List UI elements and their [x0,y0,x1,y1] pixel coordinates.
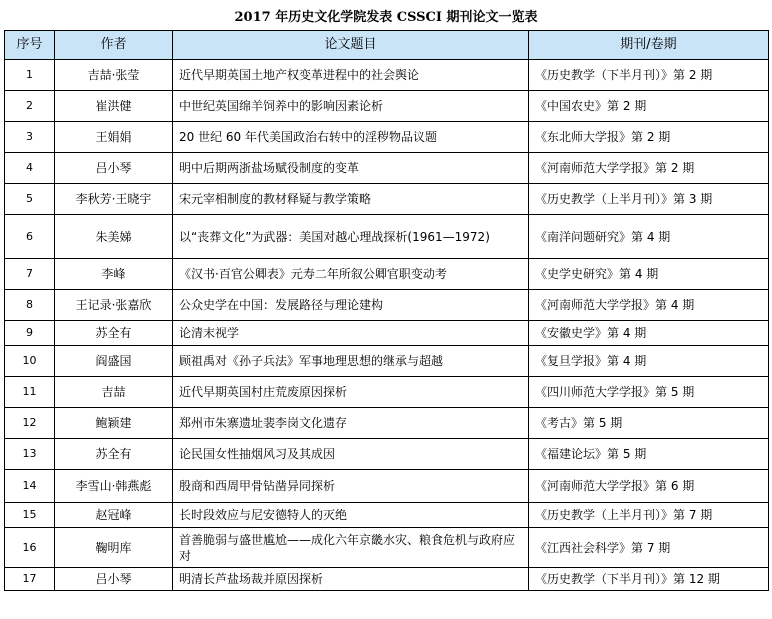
row-author: 鞠明库 [55,528,173,568]
row-author: 吉喆 [55,377,173,408]
row-author: 苏全有 [55,439,173,470]
table-row [5,60,769,91]
table-row [5,290,769,321]
row-journal: 《四川师范大学学报》第 5 期 [529,377,769,408]
row-journal: 《河南师范大学学报》第 6 期 [529,470,769,503]
row-index: 17 [5,568,55,591]
row-journal: 《河南师范大学学报》第 2 期 [529,153,769,184]
table-row [5,346,769,377]
header-journal: 期刊/卷期 [529,31,769,60]
row-index: 9 [5,321,55,346]
row-author: 李峰 [55,259,173,290]
row-journal: 《考古》第 5 期 [529,408,769,439]
row-index: 6 [5,215,55,259]
row-author: 李雪山·韩燕彪 [55,470,173,503]
row-index: 10 [5,346,55,377]
row-index: 11 [5,377,55,408]
table-row [5,184,769,215]
row-paper-title: 公众史学在中国：发展路径与理论建构 [173,290,529,321]
row-author: 吕小琴 [55,153,173,184]
row-paper-title: 20 世纪 60 年代美国政治右转中的淫秽物品议题 [173,122,529,153]
row-index: 1 [5,60,55,91]
row-paper-title: 以“丧葬文化”为武器：美国对越心理战探析(1961—1972) [173,215,529,259]
row-paper-title: 明中后期两浙盐场赋役制度的变革 [173,153,529,184]
row-paper-title: 近代早期英国村庄荒废原因探析 [173,377,529,408]
row-index: 12 [5,408,55,439]
row-index: 4 [5,153,55,184]
row-index: 5 [5,184,55,215]
row-paper-title: 长时段效应与尼安德特人的灭绝 [173,503,529,528]
table-row [5,568,769,591]
row-journal: 《历史教学（上半月刊）》第 7 期 [529,503,769,528]
table-row [5,259,769,290]
header-index: 序号 [5,31,55,60]
row-index: 2 [5,91,55,122]
row-index: 16 [5,528,55,568]
row-author: 鲍颖建 [55,408,173,439]
row-journal: 《东北师大学报》第 2 期 [529,122,769,153]
row-paper-title: 中世纪英国绵羊饲养中的影响因素论析 [173,91,529,122]
row-paper-title: 殷商和西周甲骨钻凿异同探析 [173,470,529,503]
row-journal: 《福建论坛》第 5 期 [529,439,769,470]
papers-table [4,30,769,591]
row-journal: 《复旦学报》第 4 期 [529,346,769,377]
row-author: 李秋芳·王晓宇 [55,184,173,215]
row-author: 王娟娟 [55,122,173,153]
table-row [5,470,769,503]
header-paper-title: 论文题目 [173,31,529,60]
row-paper-title: 明清长芦盐场裁并原因探析 [173,568,529,591]
row-index: 15 [5,503,55,528]
row-index: 3 [5,122,55,153]
table-row [5,408,769,439]
table-row [5,91,769,122]
row-journal: 《江西社会科学》第 7 期 [529,528,769,568]
row-author: 朱美娣 [55,215,173,259]
table-title: 2017 年历史文化学院发表 CSSCI 期刊论文一览表 [234,10,538,25]
table-row [5,528,769,568]
table-row [5,122,769,153]
row-author: 崔洪健 [55,91,173,122]
row-journal: 《史学史研究》第 4 期 [529,259,769,290]
row-author: 王记录·张嘉欣 [55,290,173,321]
row-author: 苏全有 [55,321,173,346]
row-paper-title: 论清末视学 [173,321,529,346]
row-paper-title: 郑州市朱寨遗址裴李岗文化遗存 [173,408,529,439]
row-journal: 《历史教学（下半月刊）》第 2 期 [529,60,769,91]
row-paper-title: 近代早期英国土地产权变革进程中的社会舆论 [173,60,529,91]
row-author: 赵冠峰 [55,503,173,528]
row-paper-title: 宋元宰相制度的教材释疑与教学策略 [173,184,529,215]
header-row [5,31,769,60]
row-journal: 《安徽史学》第 4 期 [529,321,769,346]
table-row [5,321,769,346]
row-journal: 《历史教学（下半月刊）》第 12 期 [529,568,769,591]
row-index: 14 [5,470,55,503]
table-row [5,503,769,528]
row-index: 8 [5,290,55,321]
row-author: 吕小琴 [55,568,173,591]
table-row [5,153,769,184]
row-paper-title: 《汉书·百官公卿表》元寿二年所叙公卿官职变动考 [173,259,529,290]
row-paper-title: 顾祖禹对《孙子兵法》军事地理思想的继承与超越 [173,346,529,377]
row-author: 阎盛国 [55,346,173,377]
row-journal: 《河南师范大学学报》第 4 期 [529,290,769,321]
row-journal: 《历史教学（上半月刊）》第 3 期 [529,184,769,215]
row-journal: 《南洋问题研究》第 4 期 [529,215,769,259]
table-row [5,215,769,259]
table-row [5,439,769,470]
row-paper-title: 首善脆弱与盛世尴尬——成化六年京畿水灾、粮食危机与政府应对 [173,528,529,568]
table-row [5,377,769,408]
header-author: 作者 [55,31,173,60]
row-paper-title: 论民国女性抽烟风习及其成因 [173,439,529,470]
row-author: 吉喆·张莹 [55,60,173,91]
row-index: 13 [5,439,55,470]
row-index: 7 [5,259,55,290]
row-journal: 《中国农史》第 2 期 [529,91,769,122]
